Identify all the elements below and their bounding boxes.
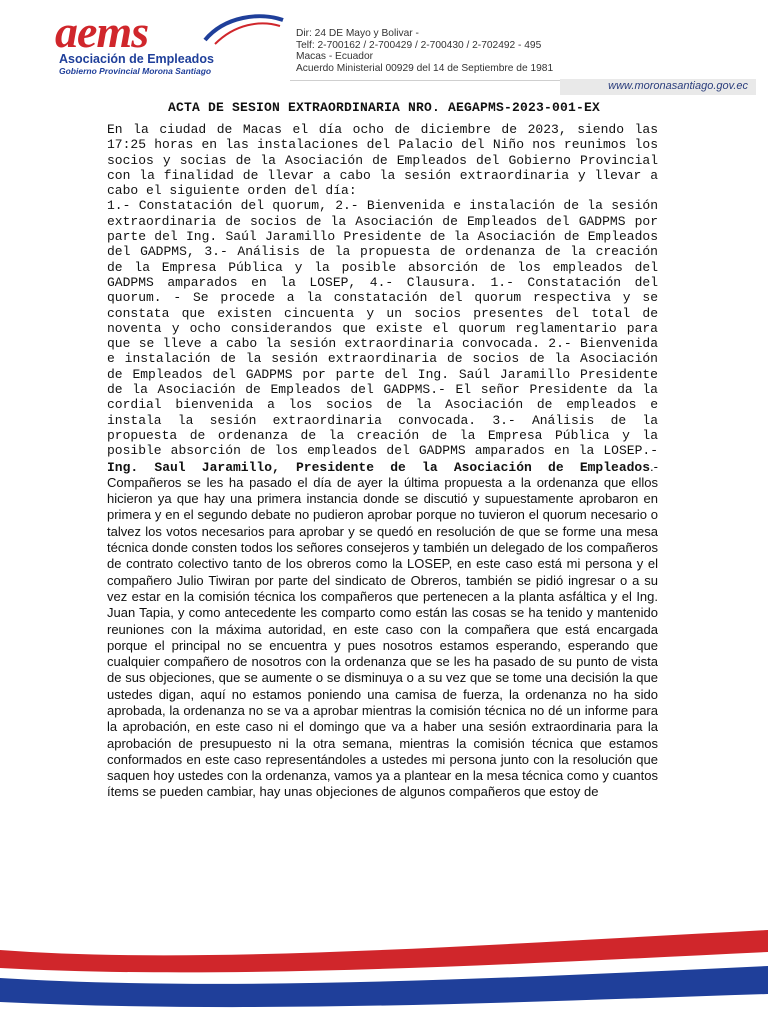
document-body [107, 122, 658, 801]
address-text: Dir: 24 DE Mayo y Bolivar - [296, 28, 419, 39]
city-text: Macas - Ecuador [296, 51, 374, 62]
organization-subtitle: Gobierno Provincial Morona Santiago [59, 66, 212, 76]
footer-wave-decoration [0, 930, 768, 1024]
organization-logo [55, 6, 285, 76]
intro-paragraph: En la ciudad de Macas el día ocho de diciembre de 2023, siendo las 17:25 horas en las instalaciones del Palacio del Niño nos reunimos los socios y socias de la Asociación de Empleados del Gobierno Provincial con la finalidad de llevar a cabo la sesión extraordinaria y llevar a cabo el siguiente orden del día: [107, 122, 658, 199]
website-bar [560, 79, 756, 95]
logo-swoosh-icon [55, 6, 285, 57]
agreement-text: Acuerdo Ministerial 00929 del 14 de Septiembre de 1981 [296, 62, 554, 74]
logo-wordmark: aems [55, 6, 149, 57]
phones-text: Telf: 2-700162 / 2-700429 / 2-700430 / 2-702492 - 495 [296, 39, 542, 51]
document-title: ACTA DE SESION EXTRAORDINARIA NRO. AEGAPMS-2023-001-EX [167, 100, 601, 115]
contact-block [296, 28, 656, 74]
organization-name: Asociación de Empleados [59, 52, 214, 66]
speaker-name: Ing. Saul Jaramillo, Presidente de la Asociación de Empleados [107, 459, 651, 475]
header-divider [290, 80, 560, 81]
website-link[interactable]: www.moronasantiago.gov.ec [608, 80, 748, 92]
agenda-text: 1.- Constatación del quorum, 2.- Bienvenida e instalación de la sesión extraordinaria de socios de la Asociación de Empleados del GADPMS por parte del Ing. Saúl Jaramillo Presidente de la Asociación de Empleados del GADPMS, 3.- Análisis de la propuesta de ordenanza de la creación de la Empresa Pública y la posible absorción de los empleados del GADPMS amparados en la LOSEP, 4.- Clausura. 1.- Constatación del quorum. - Se procede a la constatación del quorum respectiva y se constata que existen cincuenta y un socios presentes del total de noventa y ocho considerandos que existe el quorum reglamentario para que se lleve a cabo la sesión extraordinaria convocada. 2.- Bienvenida e instalación de la sesión extraordinaria de socios de la Asociación de Empleados del GADPMS por parte del Ing. Saúl Jaramillo Presidente de la Asociación de Empleados del GADPMS.- El señor Presidente da la cordial bienvenida a los socios de la Asociación de empleados e instala la sesión extraordinaria convocada. 3.- Análisis de la propuesta de ordenanza de la creación de la Empresa Pública y la posible absorción de los empleados del GADPMS amparados en la LOSEP.- [107, 198, 658, 459]
speech-text: .- Compañeros se les ha pasado el día de ayer la última propuesta a la ordenanza que ellos hicieron ya que hay una primera instancia donde se discutió y supuestamente aprobaron en primera y en el segundo debate no pudieron aprobar porque no tuvieron el quorum necesario o talvez los votos necesarios para aprobar y se quedó en resolución de que se forme una mesa técnica donde consten todos los señores consejeros y también un delegado de los compañeros de contrato colectivo tanto de los obreros como la LOSEP, en este caso está mi persona y el compañero Julio Tiwiran por parte del sindicato de Obreros, también se pidió ingresar o a su vez estar en la comisión técnica los compañeros que pertenecen a la planta asfáltica y el Ing. Juan Tapia, y como antecedente les comparto como están las cosas se ha tenido y mantenido reuniones con la máxima autoridad, en este caso con la compañera que está encargada porque el principal no se encuentra y pues nosotros estamos esperando, esperando que cualquier compañero de nosotros con la ordenanza que se les ha pasado de su punto de vista de sus objeciones, que se aumente o se disminuya o a su vez que se tome una decisión la que ustedes digan, aquí no estamos poniendo una camisa de fuerza, la ordenanza no ha sido aprobada, la ordenanza no se va a aprobar mientras la comisión técnica no dé un informe para la aprobación, en este caso ni el domingo que va a haber una sesión extraordinaria para la aprobación de presupuesto ni la otra semana, mientras la comisión técnica que estamos conformados en este caso representándoles a ustedes mi persona junto con la resolución que saquen hoy ustedes con la ordenanza, vamos ya a plantear en la mesa técnica como y cuantos ítems se pueden cambiar, hay unas objeciones de algunos compañeros que estoy de [107, 458, 658, 800]
agenda-paragraph [107, 198, 658, 800]
letterhead [0, 0, 768, 100]
